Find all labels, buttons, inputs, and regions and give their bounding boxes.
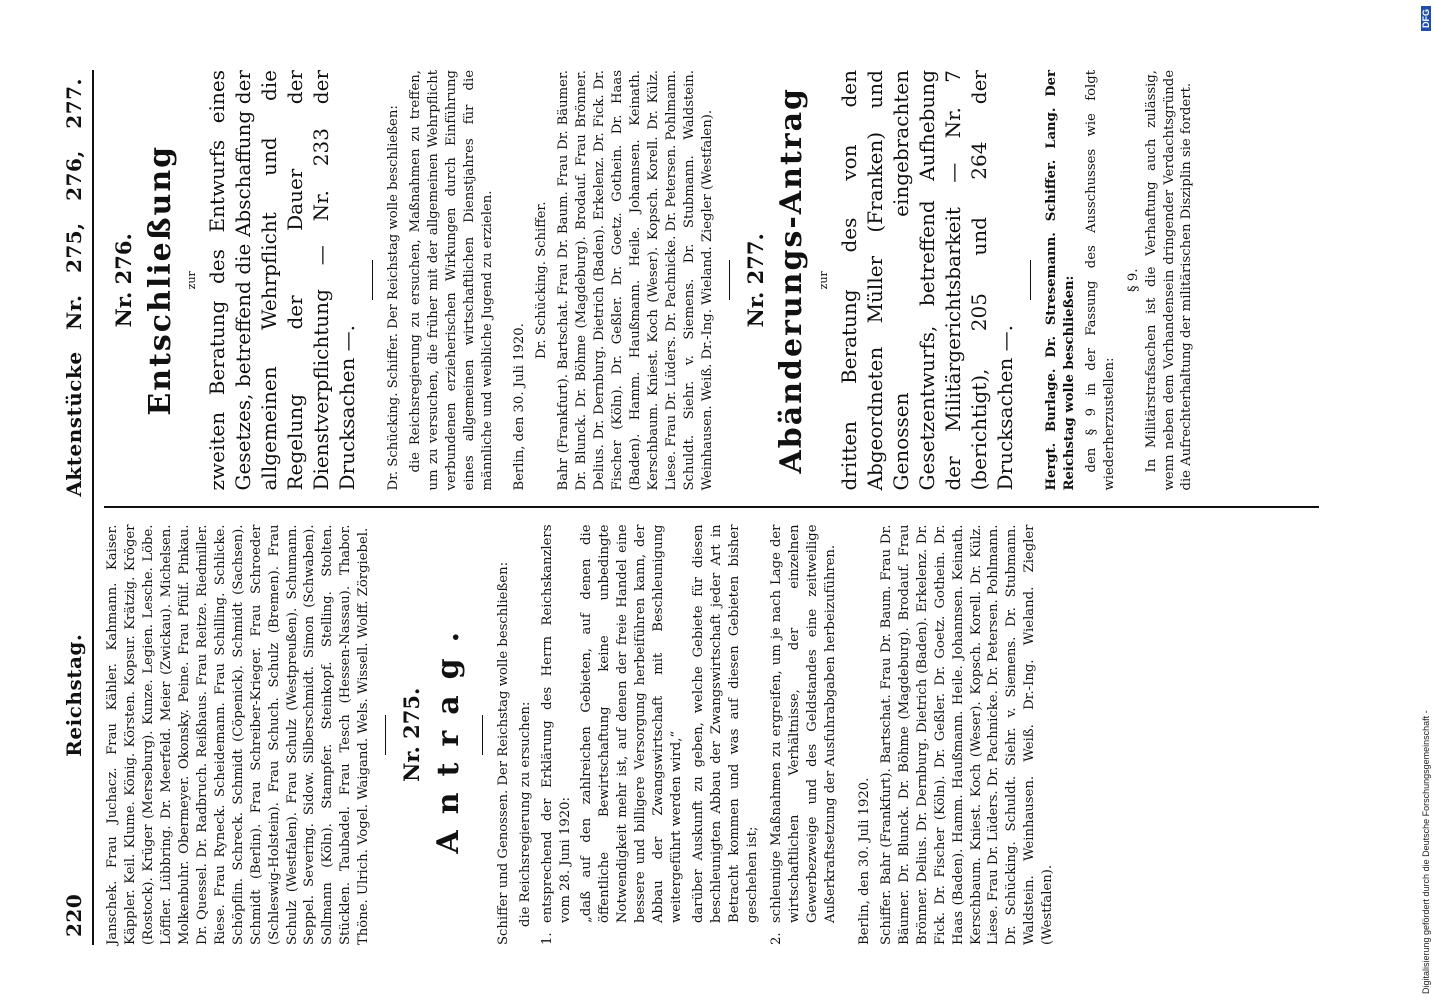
header-reichstag: Reichstag. [62, 633, 86, 757]
doc-number-276: Nr. 276. [111, 233, 136, 328]
item-number: 2. [768, 932, 784, 945]
header-rule [92, 70, 94, 945]
request-275: die Reichsregierung zu ersuchen: [517, 701, 533, 927]
doc-number-277: Nr. 277. [742, 233, 768, 328]
list-item [768, 525, 844, 946]
title-entschliessung: Entschließung [142, 144, 178, 416]
lead-signers-276: Dr. Schücking. Schiffer. [533, 201, 549, 359]
lead-276: zweiten Beratung des Entwurfs eines Gesetzes, betreffend die Abschaffung der allgemeinen Wehrpflicht und die Regelung der Dauer der Dienstverpflichtung — Nr. 233 der Drucksachen —. [205, 70, 360, 491]
section-divider [1030, 260, 1031, 300]
header-aktenstuecke: Aktenstücke Nr. 275, 276, 277. [62, 78, 86, 497]
intro-277: Hergt. Burlage. Dr. Stresemann. Schiffer. Lang. Der Reichstag wolle beschließen: [1043, 70, 1077, 491]
text-277: den § 9 in der Fassung des Ausschusses wie folgt wiederherzustellen: [1083, 70, 1117, 491]
paragraph-text: In Militärstrafsachen ist die Verhaftung auch zulässig, wenn neben dem Vorhandensein dringender Verdachtsgründe die Aufrechterhaltung der militärischen Disziplin sie fordert. [1143, 70, 1195, 491]
page-number: 220 [62, 893, 86, 937]
zur-277: zur [816, 271, 830, 290]
section-divider [372, 260, 373, 300]
dfg-logo: DFG [1421, 6, 1431, 31]
right-column [104, 70, 1319, 507]
running-head [62, 70, 92, 945]
zur-276: zur [185, 271, 199, 290]
date-275: Berlin, den 30. Juli 1920. [856, 777, 872, 945]
title-abaenderungs-antrag: Abänderungs-Antrag [774, 87, 810, 474]
column-rule [104, 507, 1319, 509]
signers-276: Bahr (Frankfurt). Bartschat. Frau Dr. Baum. Frau Dr. Bäumer. Dr. Blunck. Dr. Böhme (Magdeburg). Brodauf. Frau Brönner. Delius. Dr. Dernburg. Dietrich (Baden). Erkelenz. Dr. Fick. Dr. Fischer (Köln). Dr. Geßler. Dr. Goetz. Gothein. Dr. Haas (Baden). Hamm. Haußmann. Heile. Johannsen. Keinath. Kerschbaum. Kniest. Koch (Weser). Kopsch. Korell. Dr. Külz. Liese. Frau Dr. Lüders. Dr. Pachnicke. Dr. Petersen. Pohlmann. Schuldt. Siehr. v. Siemens. Dr. Stubmann. Waldstein. Weinhausen. Weiß. Dr.-Ing. Wieland. Ziegler (Westfalen). [555, 70, 715, 491]
signers-continued: Janschek. Frau Juchacz. Frau Kähler. Kahmann. Kaiser. Käppler. Keil. Klume. König. Körsten. Kopsur. Krätzig. Kröger (Rostock). Krüger (Merseburg). Kunze. Legien. Lesche. Löbe. Löffler. Lübbring. Dr. Meerfeld. Meier (Zwickau). Michelsen. Molkenbuhr. Obermeyer. Okonsky. Peine. Frau Pfülf. Pinkau. Dr. Quessel. Dr. Radbruch. Reißhaus. Frau Reitze. Riedmiller. Riese. Frau Ryneck. Scheidemann. Frau Schilling. Schlicke. Schöpflin. Schreck. Schmidt (Cöpenick). Schmidt (Sachsen). Schmidt (Berlin). Frau Schreiber-Krieger. Frau Schroeder (Schleswig-Holstein). Frau Schuch. Schulz (Bremen). Frau Schulz (Westfalen). Frau Schulz (Westpreußen). Schumann. Seppel. Severing. Sidow. Silberschmidt. Simon (Schwaben). Sollmann (Köln). Stampfer. Steinkopf. Stelling. Stolten. Stücklen. Taubadel. Frau Tesch (Hessen-Nassau). Thabor. Thöne. Ulrich. Vogel. Waigand. Wels. Wissell. Wolff. Zörgiebel. [105, 524, 372, 945]
signers-275: Schiffer. Bahr (Frankfurt). Bartschat. Frau Dr. Baum. Frau Dr. Bäumer. Dr. Blunck. Dr. Böhme (Magdeburg). Brodauf. Frau Brönner. Delius. Dr. Dernburg. Dietrich (Baden). Erkelenz. Dr. Fick. Dr. Fischer (Köln). Dr. Geßler. Dr. Goetz. Gothein. Dr. Haas (Baden). Hamm. Haußmann. Heile. Johannsen. Keinath. Kerschbaum. Kniest. Koch (Weser). Kopsch. Korell. Dr. Külz. Liese. Frau Dr. Lüders. Dr. Pachnicke. Dr. Petersen. Pohlmann. Dr. Schücking. Schuldt. Siehr. v. Siemens. Dr. Stubmann. Waldstein. Weinhausen. Weiß. Dr.-Ing. Wieland. Ziegler (Westfalen). [878, 524, 1056, 945]
funding-note: Digitalisierung gefördert durch die Deutsche Forschungsgemeinschaft - [1421, 710, 1431, 994]
doc-number-275: Nr. 275. [399, 687, 425, 782]
title-antrag: Antrag. [430, 615, 466, 854]
intro-275: Schiffer und Genossen. Der Reichstag wolle beschließen: [495, 561, 511, 945]
text-276: die Reichsregierung zu ersuchen, Maßnahmen zu treffen, um zu versuchen, die früher mit der allgemeinen Wehrpflicht verbundenen erzieherischen Wirkungen durch Einführung eines allgemeinen wirtschaftlichen Dienstjahres für die männliche und weibliche Jugend zu erzielen. [408, 70, 496, 491]
item-1-text: entsprechend der Erklärung des Herrn Reichskanzlers vom 28. Juni 1920: [539, 524, 573, 923]
item-number: 1. [539, 932, 555, 945]
lead-277: dritten Beratung des von den Abgeordneten Müller (Franken) und Genossen eingebrachten Gesetzentwurfs, betreffend Aufhebung der Militärgerichtsbarkeit — Nr. 7 (berichtigt), 205 und 264 der Drucksachen —. [836, 70, 1017, 491]
intro-276: Dr. Schücking. Schiffer. Der Reichstag wolle beschließen: [386, 105, 402, 491]
title-divider [482, 715, 483, 755]
item-2-text: schleunige Maßnahmen zu ergreifen, um je nach Lage der wirtschaftlichen Verhältnisse, der einzelnen Gewerbezweige und des Geldstandes eine zeitweilige Außerkraftsetzung der Ausfuhrabgaben herbeizuführen. [768, 524, 838, 923]
item-1-continuation: darüber Auskunft zu geben, welche Gebiete für diesen beschleunigten Abbau der Zwangswirtschaft jeder Art in Betracht kommen und was auf diesen Gebieten bisher geschehen ist; [691, 524, 761, 923]
section-divider [385, 715, 386, 755]
left-column [104, 509, 1319, 946]
section-divider [729, 260, 730, 300]
paragraph-heading: § 9. [1125, 268, 1141, 292]
date-276: Berlin, den 30. Juli 1920. [512, 323, 528, 491]
margin-note [1418, 6, 1434, 994]
item-1-quote: „daß auf den zahlreichen Gebieten, auf denen die öffentliche Bewirtschaftung keine unbedingte Notwendigkeit mehr ist, auf denen der freie Handel eine bessere und billigere Versorgung herbeiführen kann, der Abbau der Zwangswirtschaft mit Beschleunigung weitergeführt werden wird,“ [579, 524, 685, 923]
list-item [539, 525, 766, 946]
